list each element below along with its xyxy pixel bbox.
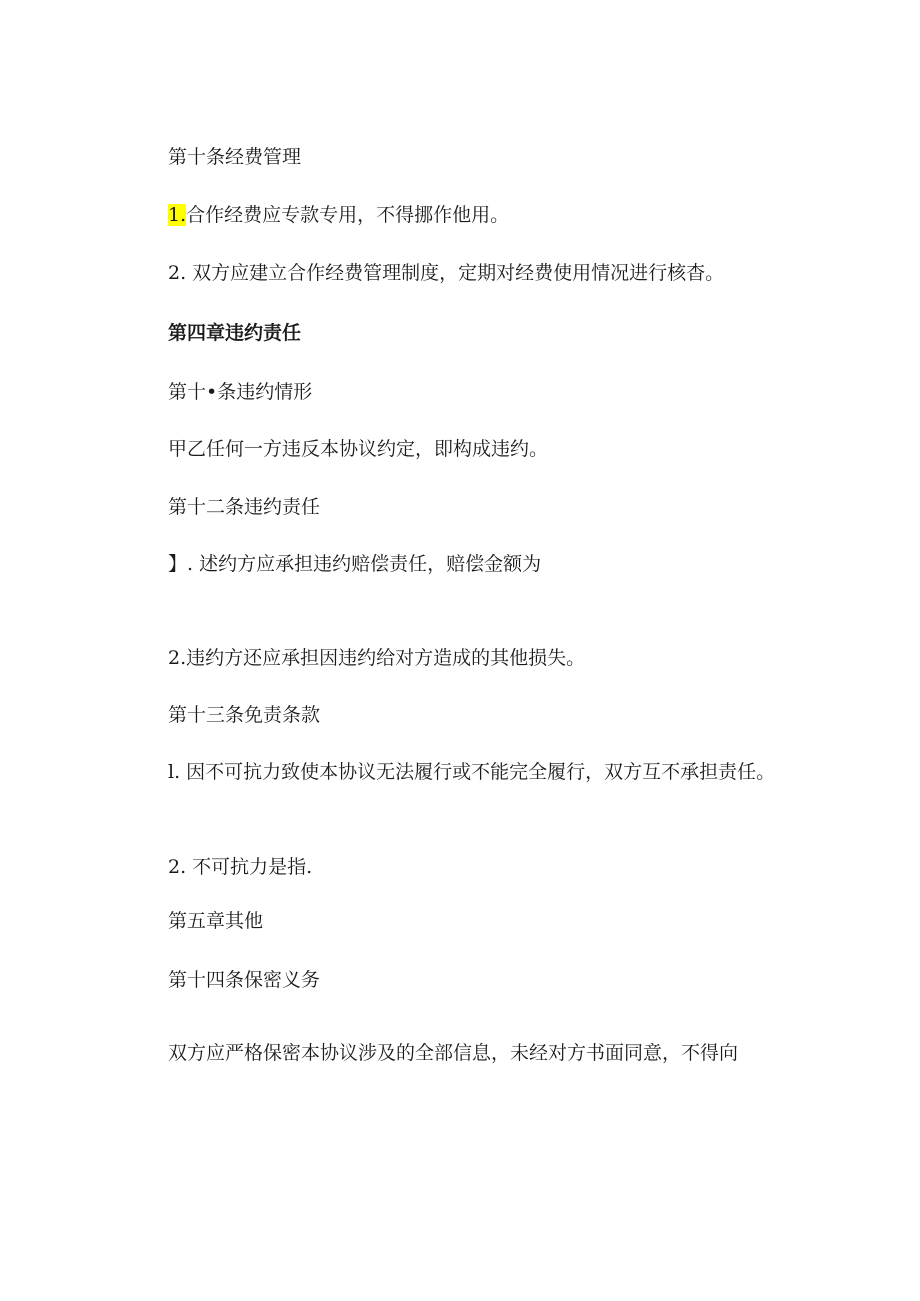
item-number-highlight: 1.	[168, 204, 187, 226]
article-11-title: 第十•条违约情形	[168, 381, 313, 403]
article-10-item-2: 2. 双方应建立合作经费管理制度，定期对经费使用情况进行核杳。	[168, 262, 725, 284]
article-11-text: 甲乙任何一方违反本协议约定，即构成违约。	[168, 438, 549, 460]
article-14-text: 双方应严格保密本协议涉及的全部信息，未经对方书面同意，不得向	[168, 1042, 739, 1064]
chapter-4-title: 第四章违约责任	[168, 322, 302, 344]
chapter-5-title: 第五章其他	[168, 910, 264, 932]
article-12-title: 第十二条违约责任	[168, 496, 321, 518]
article-10-item-1	[168, 200, 509, 230]
article-13-item-1: l. 因不可抗力致使本协议无法履行或不能完全履行，双方互不承担责任。	[168, 761, 776, 783]
article-13-item-2: 2. 不可抗力是指.	[168, 856, 313, 878]
article-13-title: 第十三条免责条款	[168, 704, 321, 726]
article-14-title: 第十四条保密义务	[168, 969, 321, 991]
article-12-item-2: 2.违约方还应承担因违约给对方造成的其他损失。	[168, 647, 586, 669]
item-text: 合作经费应专款专用，不得挪作他用。	[186, 204, 510, 226]
article-10-title: 第十条经费管理	[168, 146, 302, 168]
article-12-item-1: 】. 述约方应承担违约赔偿责任，赔偿金额为	[168, 553, 542, 575]
